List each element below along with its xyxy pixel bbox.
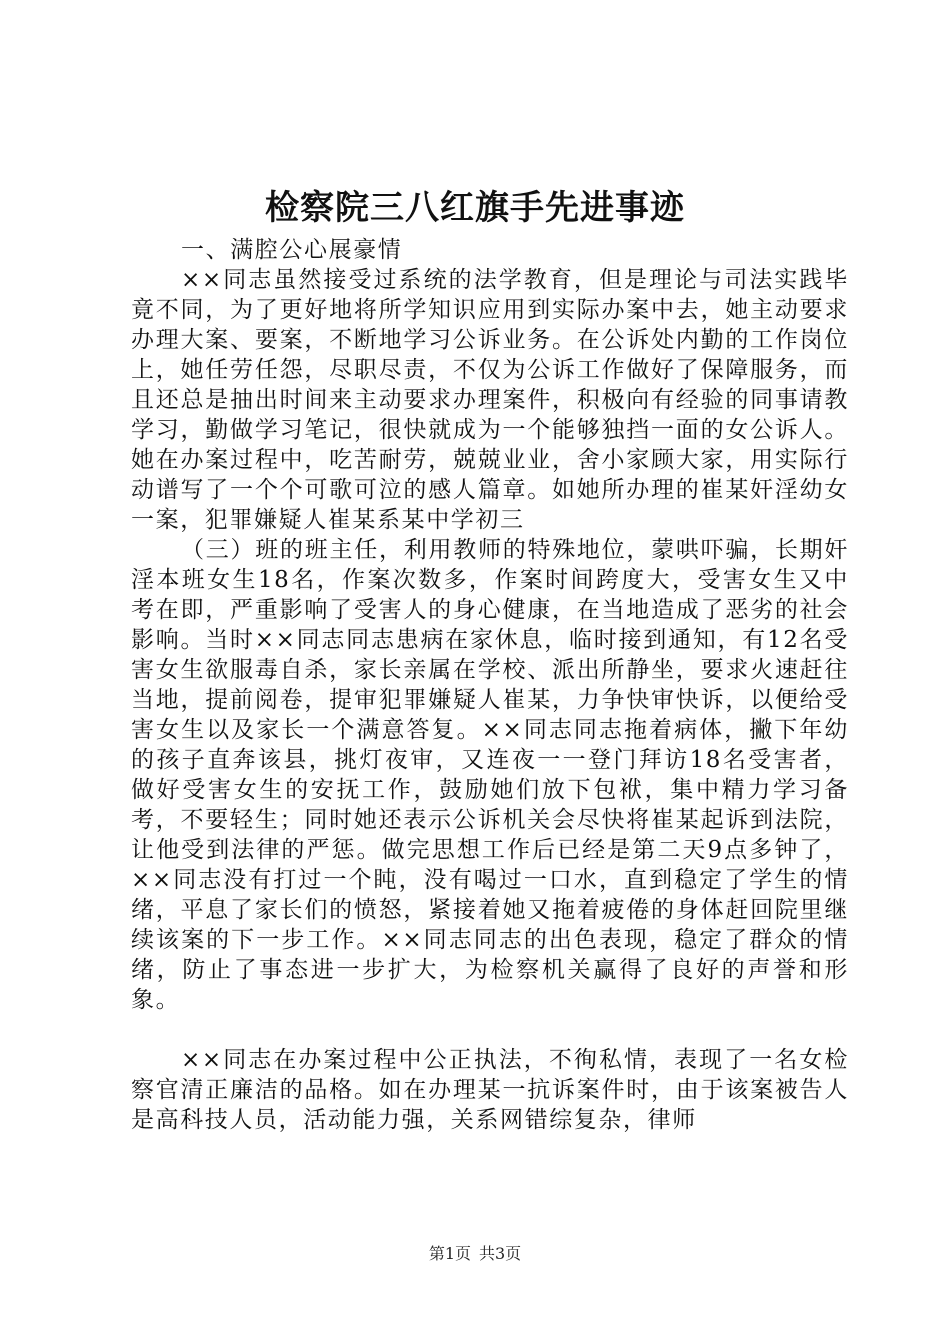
page-total: 共3页 (479, 1244, 522, 1263)
page-number: 第1页 (428, 1244, 471, 1263)
paragraph-spacer (131, 1015, 849, 1045)
document-title: 检察院三八红旗手先进事迹 (265, 188, 685, 228)
page-footer (0, 1243, 950, 1265)
paragraph: ××同志在办案过程中公正执法，不徇私情，表现了一名女检察官清正廉洁的品格。如在办理某一抗诉案件时，由于该案被告人是高科技人员，活动能力强，关系网错综复杂，律师 (131, 1047, 849, 1133)
paragraph: ××同志虽然接受过系统的法学教育，但是理论与司法实践毕竟不同，为了更好地将所学知识应用到实际办案中去，她主动要求办理大案、要案，不断地学习公诉业务。在公诉处内勤的工作岗位上，她任劳任怨，尽职尽责，不仅为公诉工作做好了保障服务，而且还总是抽出时间来主动要求办理案件，积极向有经验的同事请教学习，勤做学习笔记，很快就成为一个能够独挡一面的女公诉人。她在办案过程中，吃苦耐劳，兢兢业业，舍小家顾大家，用实际行动谱写了一个个可歌可泣的感人篇章。如她所办理的崔某奸淫幼女一案，犯罪嫌疑人崔某系某中学初三 (131, 267, 849, 533)
section-heading: 一、满腔公心展豪情 (181, 237, 403, 263)
paragraph: （三）班的班主任，利用教师的特殊地位，蒙哄吓骗，长期奸淫本班女生18名，作案次数多，作案时间跨度大，受害女生又中考在即，严重影响了受害人的身心健康，在当地造成了恶劣的社会影响。当时××同志同志患病在家休息，临时接到通知，有12名受害女生欲服毒自杀，家长亲属在学校、派出所静坐，要求火速赶往当地，提前阅卷，提审犯罪嫌疑人崔某，力争快审快诉，以便给受害女生以及家长一个满意答复。××同志同志拖着病体，撇下年幼的孩子直奔该县，挑灯夜审，又连夜一一登门拜访18名受害者，做好受害女生的安抚工作，鼓励她们放下包袱，集中精力学习备考，不要轻生；同时她还表示公诉机关会尽快将崔某起诉到法院，让他受到法律的严惩。做完思想工作后已经是第二天9点多钟了，××同志没有打过一个盹，没有喝过一口水，直到稳定了学生的情绪，平息了家长们的愤怒，紧接着她又拖着疲倦的身体赶回院里继续该案的下一步工作。××同志同志的出色表现，稳定了群众的情绪，防止了事态进一步扩大，为检察机关赢得了良好的声誉和形象。 (131, 537, 849, 1013)
document-body (131, 235, 849, 1135)
